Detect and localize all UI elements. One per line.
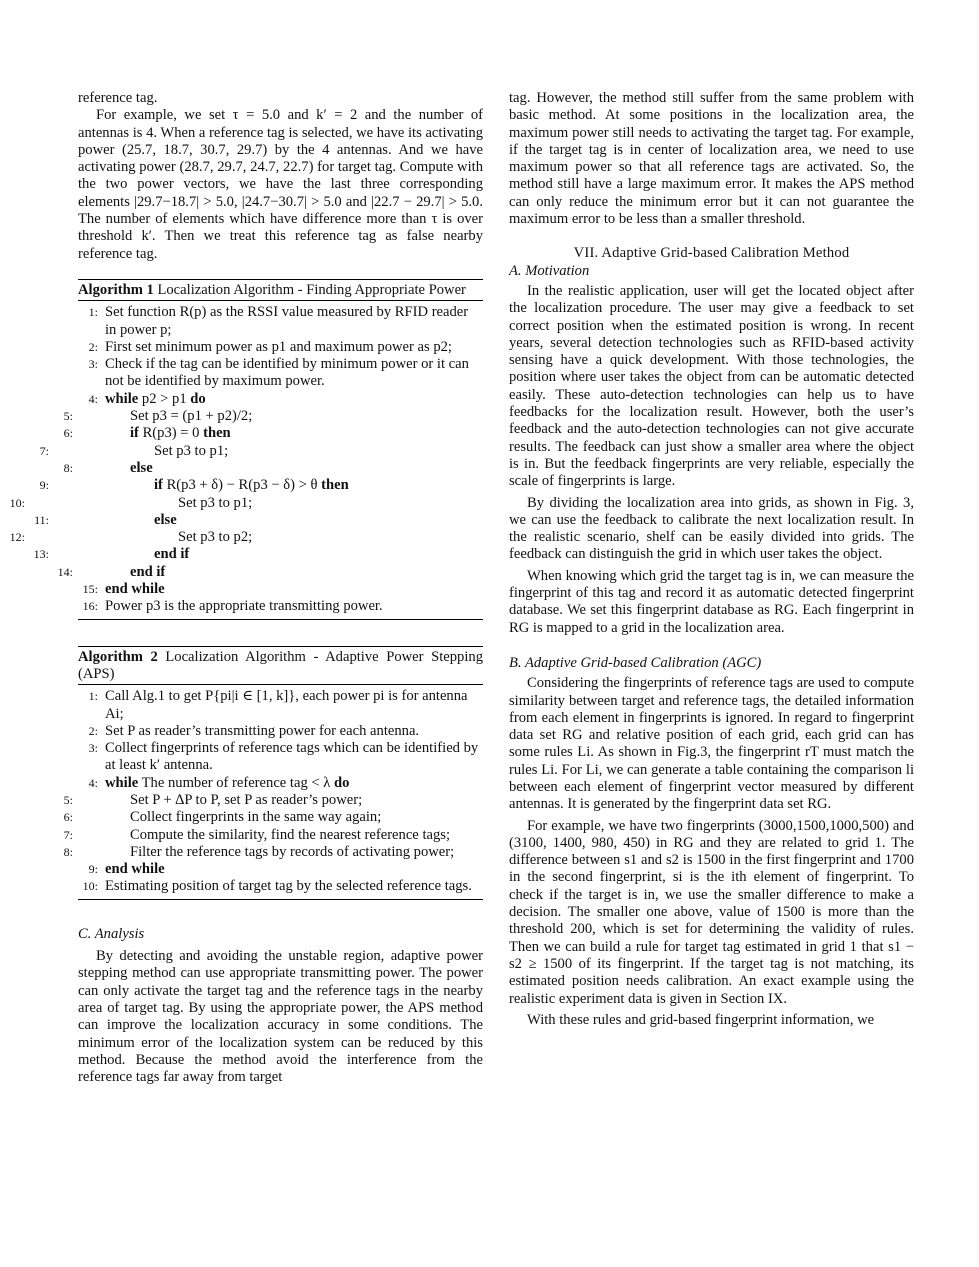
line-text: Collect fingerprints in the same way again;: [130, 809, 382, 826]
line-text: else: [154, 511, 177, 528]
right-column: [509, 90, 914, 1029]
algorithm-line: [57, 563, 483, 581]
section-heading: C. Analysis: [78, 925, 145, 942]
line-number: 2:: [88, 723, 98, 738]
line-text: end if: [130, 563, 166, 580]
algorithm-line: [78, 723, 483, 740]
algorithm-line: [78, 304, 483, 339]
algorithm-line: [39, 442, 483, 460]
algorithm-lines: [63, 685, 483, 899]
line-text: Set P as reader’s transmitting power for each antenna.: [105, 722, 420, 739]
line-text: Set p3 = (p1 + p2)/2;: [130, 408, 253, 425]
line-text: First set minimum power as p1 and maximum power as p2;: [105, 338, 452, 355]
line-number: 5:: [63, 409, 73, 424]
line-text: Call Alg.1 to get P{pi|i ∈ [1, k]}, each power pi is for antenna Ai;: [105, 688, 468, 722]
paragraph: With these rules and grid-based fingerprint information, we: [527, 1011, 875, 1028]
paragraph: For example, we set τ = 5.0 and k′ = 2 and the number of antennas is 4. When a reference tag is selected, we have its activating power (25.7, 18.7, 30.7, 29.7) by the 4 antennas. And we have activating power (28.7, 29.7, 24.7, 22.7) for target tag. Compute with the two power vectors, we have the last three corresponding elements |29.7−18.7| > 5.0, |24.7−30.7| > 5.0 and |22.7 − 29.7| > 5.0. The number of elements which have difference more than τ is over threshold k′. Then we treat this reference tag as false nearby reference tag.: [78, 107, 483, 262]
paragraph: Considering the fingerprints of reference tags are used to compute similarity between target and reference tags, the detailed information from each element in fingerprints is ignored. In regard to fingerprint data set RG and relative position of each grid, each grid can has some rules Li. As shown in Fig.3, the fingerprint rT must match the rules Li. For Li, we can generate a table containing the comparison li between each element of fingerprint vector measured by different antennas. It is generated by the fingerprint data set RG.: [509, 675, 914, 813]
line-text: Set P + ∆P to P, set P as reader’s power;: [130, 791, 363, 808]
line-number: 3:: [88, 741, 98, 756]
line-number: 9:: [88, 862, 98, 877]
algorithm-line: [78, 861, 483, 878]
line-number: 4:: [88, 391, 98, 406]
line-number: 16:: [82, 599, 98, 614]
line-number: 10:: [9, 495, 25, 510]
paragraph: For example, we have two fingerprints (3000,1500,1000,500) and (3100, 1400, 980, 450) in RG and they are related to grid 1. The difference between s1 and s2 is 1500 in the first fingerprint and 1700 in the second fingerprint, si is the ith element of fingerprint. To check if the target is in, we use the smaller difference to make a decision. The smaller one above, value of 1500 is more than the threshold 200, which is set for determining the validity of rules. Then we can build a rule for target tag estimated in grid 1 that s1 − s2 ≥ 1500 of its fingerprint. If the target tag is not matching, its estimated position needs calibration. An exact example using the realistic experiment data is given in Section IX.: [509, 817, 914, 1007]
algorithm-line: [63, 791, 483, 809]
line-text: while p2 > p1 do: [105, 390, 206, 407]
section-heading: VII. Adaptive Grid-based Calibration Method: [573, 245, 850, 262]
line-number: 7:: [39, 443, 49, 458]
algorithm-label: Algorithm 1: [78, 281, 154, 298]
paragraph: By dividing the localization area into grids, as shown in Fig. 3, we can use the feedback to calibrate the next localization result. In the realistic scenario, shelf can be easily divided into grids. The feedback can distinguish the grid in which user takes the object.: [509, 494, 914, 563]
algorithm-line: [78, 339, 483, 356]
algorithm-line: [63, 809, 483, 826]
algorithm-line: [78, 878, 483, 895]
line-text: end if: [154, 546, 190, 563]
line-number: 4:: [88, 775, 98, 790]
algorithm-line: [63, 826, 483, 844]
line-text: while The number of reference tag < λ do: [105, 774, 350, 791]
line-text: Set p3 to p1;: [154, 442, 229, 459]
paragraph: tag. However, the method still suffer from the same problem with basic method. At some positions in the localization area, the maximum power still needs to activating the target tag. For example, if the target tag is in center of localization area, we need to use maximum power so that all reference tags are activated. So, the method still have a large maximum error. It makes the APS method can only reduce the minimum error but it can not guarantee the maximum error to be less than a smaller threshold.: [509, 90, 914, 228]
line-number: 2:: [88, 339, 98, 354]
line-text: Set p3 to p1;: [178, 494, 253, 511]
algorithm-line: [9, 494, 483, 512]
line-text: else: [130, 459, 153, 476]
line-number: 7:: [63, 827, 73, 842]
line-number: 8:: [63, 460, 73, 475]
line-text: end while: [105, 861, 165, 878]
line-text: Compute the similarity, find the nearest reference tags;: [130, 826, 451, 843]
algorithm-caption: Localization Algorithm - Finding Appropriate Power: [157, 281, 466, 298]
algorithm-label: Algorithm 2: [78, 648, 158, 665]
line-text: end while: [105, 581, 165, 598]
line-text: if R(p3) = 0 then: [130, 425, 231, 442]
algorithm-line: [63, 459, 483, 477]
line-text: if R(p3 + δ) − R(p3 − δ) > θ then: [154, 477, 349, 494]
algorithm-title: [78, 647, 483, 686]
line-number: 14:: [57, 564, 73, 579]
line-number: 12:: [9, 530, 25, 545]
line-text: Filter the reference tags by records of activating power;: [130, 843, 455, 860]
algorithm-line: [78, 775, 483, 792]
line-number: 3:: [88, 357, 98, 372]
algorithm-line: [78, 740, 483, 775]
algorithm-line: [78, 356, 483, 391]
subsection-heading: B. Adaptive Grid-based Calibration (AGC): [509, 654, 762, 671]
algorithm-line: [63, 843, 483, 861]
subsection-heading: A. Motivation: [509, 262, 590, 279]
line-text: Estimating position of target tag by the selected reference tags.: [105, 878, 472, 895]
algorithm-title: [78, 280, 483, 301]
line-number: 6:: [63, 426, 73, 441]
paragraph: When knowing which grid the target tag is in, we can measure the fingerprint of this tag and record it as automatic detected fingerprint database. We set this fingerprint database as RG. Each fingerprint in RG is mapped to a grid in the localization area.: [509, 567, 914, 636]
paragraph: In the realistic application, user will get the located object after the localization procedure. The user may give a feedback to set correct position when the estimated position is wrong. In recent years, several detection technologies such as RFID-based activity sensing have a quick development. With those technologies, the position where user takes the object from can be automatic detected easily. These auto-detection technologies can help us to have feedbacks for the localization result. However, both the user’s feedback and the auto-detection technologies can not give accurate results. The feedback can just show a smaller area where the object is in. But the feedback fingerprints are very reliable, especially the scale of fingerprints is large.: [509, 282, 914, 490]
line-text: Set p3 to p2;: [178, 529, 253, 546]
algorithm-line: [39, 477, 483, 494]
line-number: 15:: [82, 582, 98, 597]
algorithm-lines: [9, 301, 483, 618]
line-number: 11:: [34, 512, 49, 527]
algorithm-line: [78, 391, 483, 408]
line-number: 1:: [88, 305, 98, 320]
line-text: Check if the tag can be identified by minimum power or it can not be identified by maximum power.: [105, 356, 469, 390]
algorithm-line: [78, 688, 483, 723]
algorithm-line: [78, 598, 483, 615]
left-column: [9, 90, 483, 1086]
algorithm-line: [33, 546, 483, 563]
algorithm-line: [63, 408, 483, 425]
line-number: 13:: [33, 547, 49, 562]
line-number: 9:: [39, 478, 49, 493]
algorithm-line: [63, 425, 483, 442]
algorithm-2: [63, 646, 483, 900]
algorithm-line: [78, 581, 483, 598]
line-text: Collect fingerprints of reference tags which can be identified by at least k′ antenna.: [105, 740, 479, 774]
algorithm-line: [34, 511, 483, 529]
line-number: 5:: [63, 792, 73, 807]
line-number: 8:: [63, 844, 73, 859]
line-text: Power p3 is the appropriate transmitting power.: [105, 598, 383, 615]
paragraph: reference tag.: [78, 90, 158, 106]
algorithm-caption: Localization Algorithm - Adaptive Power Stepping (APS): [78, 648, 483, 682]
line-number: 10:: [82, 879, 98, 894]
paragraph: By detecting and avoiding the unstable region, adaptive power stepping method can use appropriate transmitting power. The power can only activate the target tag and the reference tags in the nearby area of target tag. By using the appropriate power, the APS method can improve the localization accuracy in some conditions. The minimum error of the localization system can be reduced by this method. Because the method avoid the interference from the reference tags far away from target: [78, 948, 483, 1086]
line-number: 6:: [63, 810, 73, 825]
line-text: Set function R(p) as the RSSI value measured by RFID reader in power p;: [105, 304, 469, 338]
algorithm-line: [9, 529, 483, 546]
line-number: 1:: [88, 689, 98, 704]
algorithm-1: [9, 279, 483, 620]
